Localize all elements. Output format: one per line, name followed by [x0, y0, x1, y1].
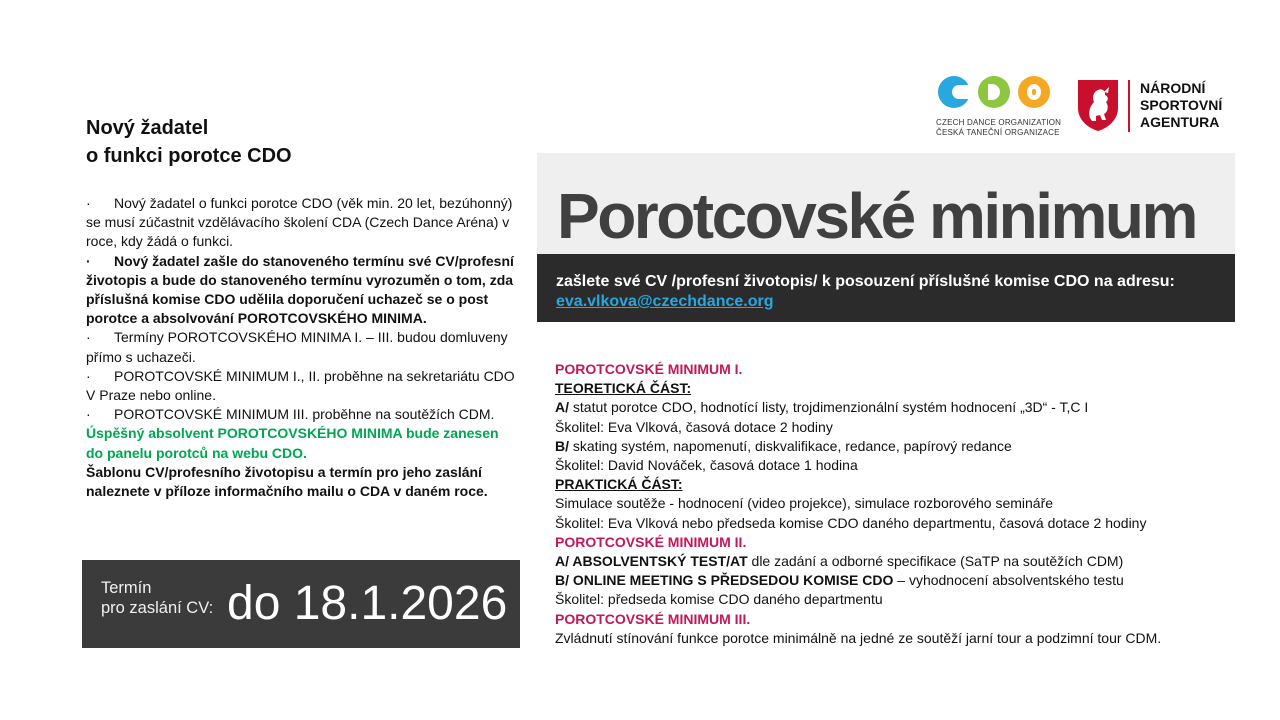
info-text: POROTCOVSKÉ MINIMUM I., II. proběhne na sekretariátu CDO V Praze nebo online.: [86, 367, 515, 404]
deadline-label-line1: Termín: [101, 579, 152, 597]
nsa-line1: NÁRODNÍ: [1140, 80, 1206, 96]
info-item: [86, 367, 516, 405]
bullet-icon: ·: [86, 406, 91, 423]
minimum-2-heading: POROTCOVSKÉ MINIMUM II.: [555, 533, 747, 550]
info-text: Nový žadatel zašle do stanoveného termínu své CV/profesní životopis a bude do stanoveného termínu vyrozuměn o tom, zda příslušná komise CDO udělila doporučení uchazeč se o post porotce a absolvování POROTCOVSKÉHO MINIMA.: [86, 252, 514, 327]
title-band: [537, 153, 1235, 254]
item-text: – vyhodnocení absolventského testu: [893, 572, 1124, 589]
graduate-note: Úspěšný absolvent POROTCOVSKÉHO MINIMA bude zanesen do panelu porotců na webu CDO.: [86, 425, 499, 461]
bullet-icon: ·: [86, 195, 91, 211]
cdo-logo-line2: ČESKÁ TANEČNÍ ORGANIZACE: [936, 128, 1060, 137]
minimum-2-trainer: Školitel: předseda komise CDO daného departmentu: [555, 591, 883, 608]
item-bold: B/ ONLINE MEETING S PŘEDSEDOU KOMISE CDO: [555, 572, 894, 589]
email-link[interactable]: eva.vlkova@czechdance.org: [556, 293, 774, 310]
page-title: Porotcovské minimum: [557, 180, 1196, 252]
minimum-1-heading: POROTCOVSKÉ MINIMUM I.: [555, 361, 743, 377]
applicant-title-line1: Nový žadatel: [86, 117, 209, 139]
cdo-logo: [936, 76, 1060, 140]
theory-b-trainer: Školitel: David Nováček, časová dotace 1 hodina: [555, 457, 858, 474]
deadline-date: do 18.1.2026: [227, 577, 508, 630]
info-item: [86, 252, 516, 329]
curriculum: [555, 360, 1235, 648]
practice-trainer: Školitel: Eva Vlková nebo předseda komise CDO daného departmentu, časová dotace 2 hodiny: [555, 514, 1147, 531]
cdo-c-icon: [938, 76, 970, 108]
cdo-logo-line1: CZECH DANCE ORGANIZATION: [936, 118, 1062, 127]
theory-item-b: [555, 437, 1235, 456]
theory-heading: TEORETICKÁ ČÁST:: [555, 380, 692, 397]
template-note: Šablonu CV/profesního životopisu a termín pro jeho zaslání naleznete v příloze informačního mailu o CDA v daném roce.: [86, 463, 488, 500]
bullet-icon: ·: [86, 367, 91, 384]
practice-text: Simulace soutěže - hodnocení (video projekce), simulace rozborového semináře: [555, 495, 1054, 512]
item-bold: A/ ABSOLVENTSKÝ TEST/AT: [555, 553, 748, 570]
info-item: [86, 328, 516, 366]
item-prefix: B/: [555, 437, 569, 454]
info-text: Nový žadatel o funkci porotce CDO (věk min. 20 let, bezúhonný) se musí zúčastnit vzdělávacího školení CDA (Czech Dance Aréna) v roce, kdy žádá o funkci.: [86, 195, 513, 250]
cdo-logo-text: [936, 118, 1061, 138]
nsa-line3: AGENTURA: [1140, 114, 1220, 130]
nsa-logo: [1074, 76, 1234, 136]
submission-text: zašlete své CV /profesní životopis/ k posouzení příslušné komise CDO na adresu:: [556, 273, 1175, 290]
info-item: [86, 405, 516, 424]
cdo-d-icon: [978, 76, 1010, 108]
submission-band: [537, 254, 1235, 322]
deadline-label: [101, 578, 213, 618]
deadline-box: [82, 560, 520, 648]
bullet-icon: ·: [86, 252, 91, 269]
minimum-3-heading: POROTCOVSKÉ MINIMUM III.: [555, 610, 751, 627]
minimum-2-item-b: [555, 571, 1235, 590]
info-text: Termíny POROTCOVSKÉHO MINIMA I. – III. budou domluveny přímo s uchazeči.: [86, 329, 508, 365]
applicant-info: [86, 194, 516, 501]
lion-shield-icon: [1076, 78, 1120, 132]
theory-a-trainer: Školitel: Eva Vlková, časová dotace 2 hodiny: [555, 418, 833, 435]
cdo-logo-mark: [938, 76, 1050, 108]
item-text: skating systém, napomenutí, diskvalifikace, redance, papírový redance: [569, 437, 1012, 454]
item-prefix: A/: [555, 399, 569, 416]
minimum-2-item-a: [555, 552, 1235, 571]
item-text: dle zadání a odborné specifikace (SaTP na soutěžích CDM): [747, 553, 1124, 570]
applicant-title-line2: o funkci porotce CDO: [86, 145, 292, 167]
deadline-label-line2: pro zaslání CV:: [101, 599, 214, 617]
cdo-o-icon: [1018, 76, 1050, 108]
practice-heading: PRAKTICKÁ ČÁST:: [555, 476, 683, 493]
theory-item-a: [555, 398, 1235, 417]
nsa-logo-text: [1140, 80, 1222, 131]
info-text: POROTCOVSKÉ MINIMUM III. proběhne na soutěžích CDM.: [114, 406, 495, 423]
applicant-title: [86, 114, 292, 170]
nsa-divider: [1128, 80, 1130, 132]
item-text: statut porotce CDO, hodnotící listy, trojdimenzionální systém hodnocení „3D“ - T,C I: [569, 399, 1089, 416]
bullet-icon: ·: [86, 329, 91, 346]
info-item: [86, 194, 516, 252]
nsa-line2: SPORTOVNÍ: [1140, 97, 1223, 113]
minimum-3-text: Zvládnutí stínování funkce porotce minimálně na jedné ze soutěží jarní tour a podzimní tour CDM.: [555, 629, 1162, 646]
